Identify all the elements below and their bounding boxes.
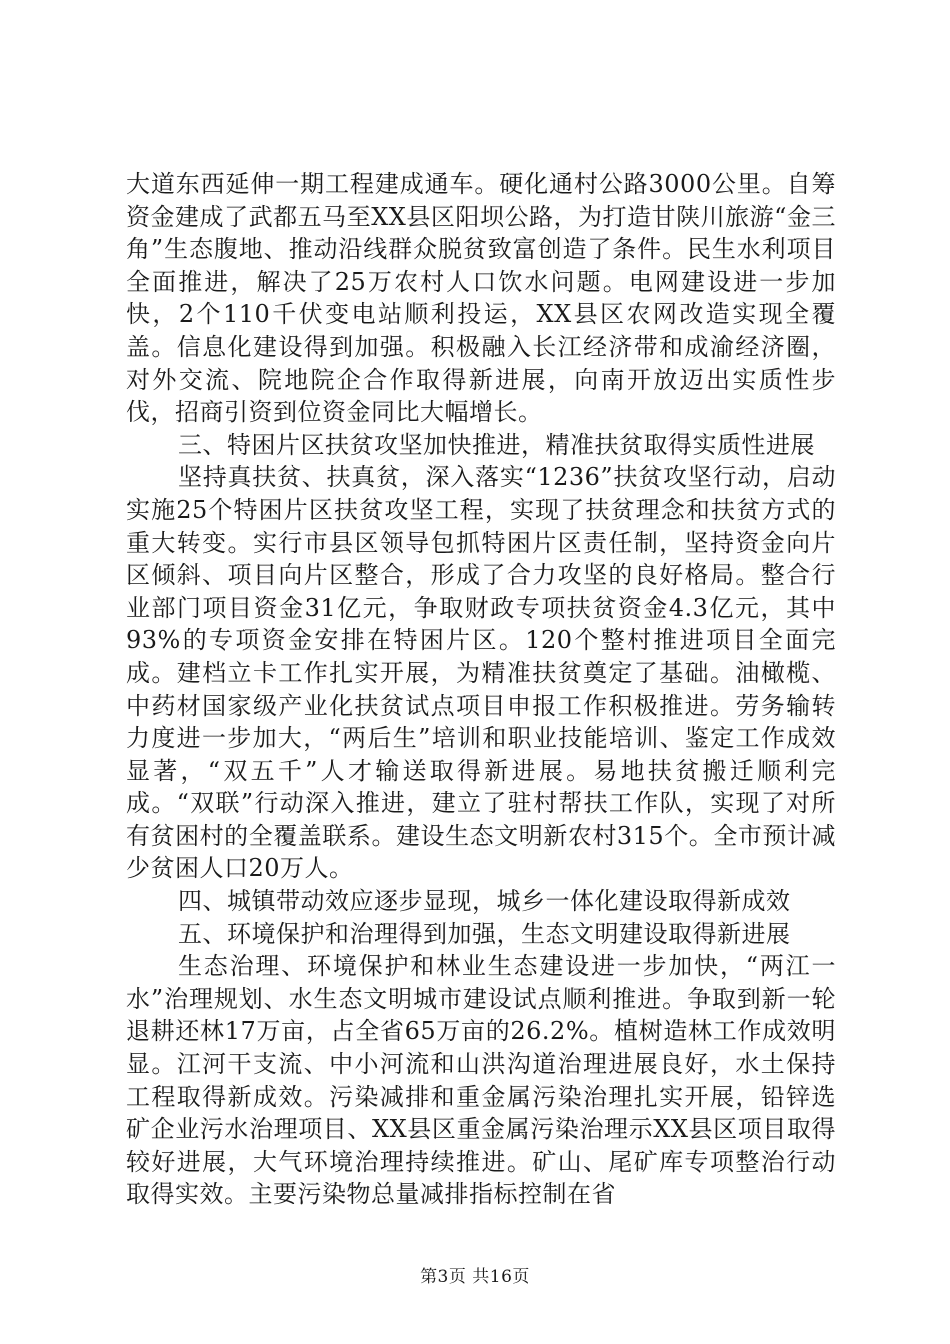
paragraph-infrastructure: 大道东西延伸一期工程建成通车。硬化通村公路3000公里。自筹资金建成了武都五马至XX县区阳坝公路，为打造甘陕川旅游“金三角”生态腹地、推动沿线群众脱贫致富创造了条件。民生水利项目全面推进，解决了25万农村人口饮水问题。电网建设进一步加快，2个110千伏变电站顺利投运，XX县区农网改造实现全覆盖。信息化建设得到加强。积极融入长江经济带和成渝经济圈，对外交流、院地院企合作取得新进展，向南开放迈出实质性步伐，招商引资到位资金同比大幅增长。 bbox=[126, 170, 836, 427]
paragraph-environment: 生态治理、环境保护和林业生态建设进一步加快，“两江一水”治理规划、水生态文明城市建设试点顺利推进。争取到新一轮退耕还林17万亩，占全省65万亩的26.2%。植树造林工作成效明显。江河干支流、中小河流和山洪沟道治理进展良好，水土保持工程取得新成效。污染减排和重金属污染治理扎实开展，铅锌选矿企业污水治理项目、XX县区重金属污染治理示XX县区项目取得较好进展，大气环境治理持续推进。矿山、尾矿库专项整治行动取得实效。主要污染物总量减排指标控制在省 bbox=[126, 952, 836, 1209]
section-heading-3: 三、特困片区扶贫攻坚加快推进，精准扶贫取得实质性进展 bbox=[178, 430, 815, 459]
page-footer: 第3页 共16页 bbox=[420, 1267, 530, 1287]
section-heading-5: 五、环境保护和治理得到加强，生态文明建设取得新进展 bbox=[178, 919, 791, 948]
section-heading-4: 四、城镇带动效应逐步显现，城乡一体化建设取得新成效 bbox=[178, 887, 791, 916]
document-body bbox=[126, 168, 836, 1211]
paragraph-poverty-alleviation: 坚持真扶贫、扶真贫，深入落实“1236”扶贫攻坚行动，启动实施25个特困片区扶贫攻坚工程，实现了扶贫理念和扶贫方式的重大转变。实行市县区领导包抓特困片区责任制，坚持资金向片区倾斜、项目向片区整合，形成了合力攻坚的良好格局。整合行业部门项目资金31亿元，争取财政专项扶贫资金4.3亿元，其中93%的专项资金安排在特困片区。120个整村推进项目全面完成。建档立卡工作扎实开展，为精准扶贫奠定了基础。油橄榄、中药材国家级产业化扶贫试点项目申报工作积极推进。劳务输转力度进一步加大，“两后生”培训和职业技能培训、鉴定工作成效显著，“双五千”人才输送取得新进展。易地扶贫搬迁顺利完成。“双联”行动深入推进，建立了驻村帮扶工作队，实现了对所有贫困村的全覆盖联系。建设生态文明新农村315个。全市预计减少贫困人口20万人。 bbox=[126, 463, 836, 883]
